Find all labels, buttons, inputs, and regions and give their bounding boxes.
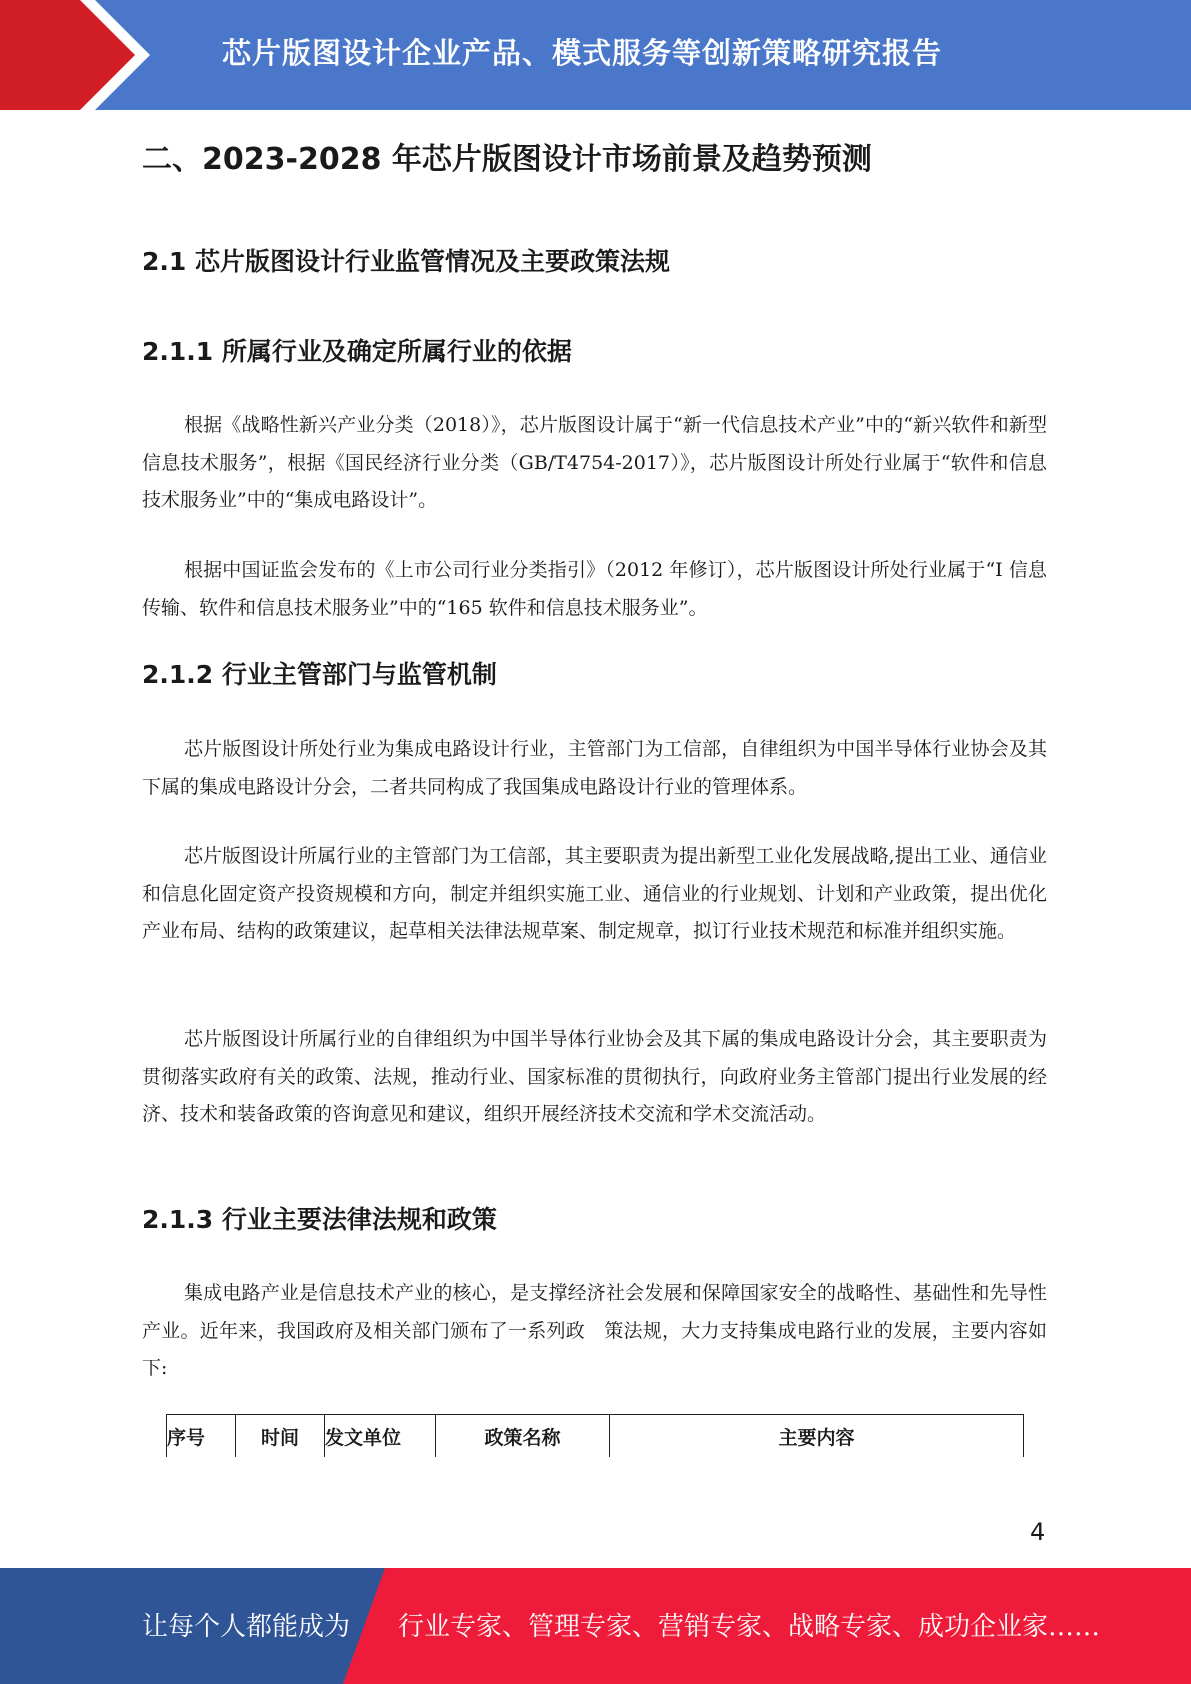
- footer-slogan-right: 行业专家、管理专家、营销专家、战略专家、成功企业家……: [398, 1612, 1101, 1642]
- section-heading-2-1: 2.1 芯片版图设计行业监管情况及主要政策法规: [142, 247, 670, 276]
- section-heading-2-1-2: 2.1.2 行业主管部门与监管机制: [142, 660, 497, 689]
- table-header-time: 时间: [236, 1415, 325, 1458]
- footer-slogan-left: 让每个人都能成为: [142, 1612, 351, 1642]
- table-header-index: 序号: [167, 1415, 236, 1458]
- report-title: 芯片版图设计企业产品、模式服务等创新策略研究报告: [222, 36, 943, 70]
- table-header-policy-name: 政策名称: [436, 1415, 610, 1458]
- paragraph-2-1-2-c: 芯片版图设计所属行业的自律组织为中国半导体行业协会及其下属的集成电路设计分会，其主要职责为贯彻落实政府有关的政策、法规，推动行业、国家标准的贯彻执行，向政府业务主管部门提出行业发展的经济、技术和装备政策的咨询意见和建议，组织开展经济技术交流和学术交流活动。: [142, 1028, 1047, 1125]
- table-header-row: [167, 1415, 1024, 1458]
- header-arrow-decoration: [0, 0, 160, 110]
- chapter-heading: 二、2023-2028 年芯片版图设计市场前景及趋势预测: [142, 142, 872, 177]
- section-heading-2-1-1: 2.1.1 所属行业及确定所属行业的依据: [142, 337, 572, 366]
- policy-table: [166, 1414, 1024, 1457]
- paragraph-2-1-1-a: 根据《战略性新兴产业分类（2018）》，芯片版图设计属于“新一代信息技术产业”中的“新兴软件和新型信息技术服务”，根据《国民经济行业分类（GB/T4754-2017）》，芯片版图设计所处行业属于“软件和信息技术服务业”中的“集成电路设计”。: [142, 414, 1047, 511]
- paragraph-2-1-3-a: 集成电路产业是信息技术产业的核心，是支撑经济社会发展和保障国家安全的战略性、基础性和先导性产业。近年来，我国政府及相关部门颁布了一系列政 策法规，大力支持集成电路行业的发展，主要内容如下:: [142, 1282, 1047, 1379]
- paragraph-2-1-2-b: 芯片版图设计所属行业的主管部门为工信部，其主要职责为提出新型工业化发展战略,提出工业、通信业和信息化固定资产投资规模和方向，制定并组织实施工业、通信业的行业规划、计划和产业政策，提出优化产业布局、结构的政策建议，起草相关法律法规草案、制定规章，拟订行业技术规范和标准并组织实施。: [142, 845, 1047, 942]
- paragraph-2-1-2-a: 芯片版图设计所处行业为集成电路设计行业，主管部门为工信部，自律组织为中国半导体行业协会及其下属的集成电路设计分会，二者共同构成了我国集成电路设计行业的管理体系。: [142, 738, 1047, 798]
- page-number: 4: [1030, 1518, 1046, 1546]
- table-header-issuer: 发文单位: [325, 1415, 436, 1458]
- table-header-main-content: 主要内容: [610, 1415, 1024, 1458]
- report-header-banner: [0, 0, 1191, 110]
- paragraph-2-1-1-b: 根据中国证监会发布的《上市公司行业分类指引》（2012 年修订），芯片版图设计所处行业属于“I 信息传输、软件和信息技术服务业”中的“165 软件和信息技术服务业”。: [142, 559, 1047, 619]
- section-heading-2-1-3: 2.1.3 行业主要法律法规和政策: [142, 1205, 497, 1234]
- report-footer-banner: [0, 1568, 1191, 1684]
